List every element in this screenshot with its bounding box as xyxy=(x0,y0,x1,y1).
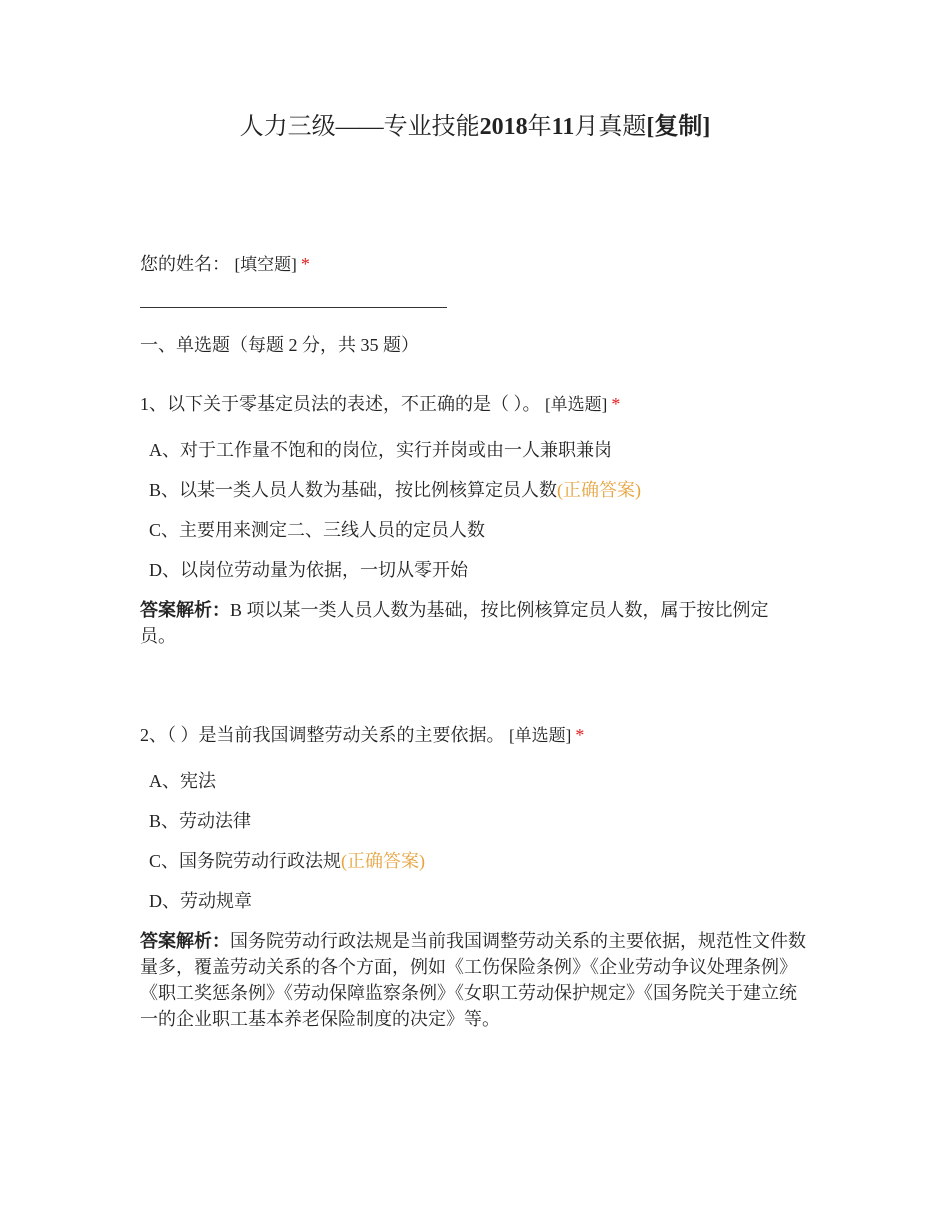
name-question xyxy=(140,251,810,278)
option-letter: C、 xyxy=(149,851,180,871)
correct-answer-tag: (正确答案) xyxy=(557,480,642,500)
title-part3: 月真题 xyxy=(574,114,647,140)
option-letter: C、 xyxy=(149,520,180,540)
question-2-title xyxy=(140,722,810,749)
correct-answer-tag: (正确答案) xyxy=(341,851,426,871)
question-number: 2、 xyxy=(140,725,167,745)
option-letter: D、 xyxy=(149,891,180,911)
option-text: 国务院劳动行政法规 xyxy=(179,851,342,871)
question-1-option-b[interactable] xyxy=(149,477,809,503)
question-1-option-a[interactable] xyxy=(149,437,809,463)
option-letter: A、 xyxy=(149,771,180,791)
analysis-text: 国务院劳动行政法规是当前我国调整劳动关系的主要依据，规范性文件数量多，覆盖劳动关系的各个方面，例如《工伤保险条例》《企业劳动争议处理条例》《职工奖惩条例》《劳动保障监察条例》《女职工劳动保护规定》《国务院关于建立统一的企业职工基本养老保险制度的决定》等。 xyxy=(140,931,806,1029)
required-mark: * xyxy=(575,725,585,745)
question-1-option-d[interactable] xyxy=(149,557,809,583)
page-title xyxy=(0,112,950,142)
option-text: 宪法 xyxy=(180,771,216,791)
title-part1: 人力三级——专业技能 xyxy=(239,114,480,140)
question-type: [单选题] xyxy=(545,395,608,414)
question-1-option-c[interactable] xyxy=(149,517,809,543)
question-text: （ ）是当前我国调整劳动关系的主要依据。 xyxy=(167,725,505,745)
option-text: 以某一类人员人数为基础，按比例核算定员人数 xyxy=(179,480,558,500)
question-2-option-d[interactable] xyxy=(149,888,809,914)
section-heading: 一、单选题（每题 2 分，共 35 题） xyxy=(140,335,419,355)
question-2-option-c[interactable] xyxy=(149,848,809,874)
question-2-option-b[interactable] xyxy=(149,808,809,834)
option-letter: A、 xyxy=(149,440,180,460)
option-letter: B、 xyxy=(149,480,180,500)
title-part2: 年 xyxy=(527,114,552,140)
analysis-text: B 项以某一类人员人数为基础，按比例核算定员人数，属于按比例定员。 xyxy=(140,600,769,646)
question-2-analysis xyxy=(140,928,812,1032)
required-mark: * xyxy=(300,254,310,274)
option-text: 以岗位劳动量为依据，一切从零开始 xyxy=(180,560,468,580)
option-text: 劳动法律 xyxy=(179,811,252,831)
name-label: 您的姓名： xyxy=(140,254,230,274)
name-input-line[interactable] xyxy=(140,307,447,308)
name-question-type: [填空题] xyxy=(234,255,297,274)
question-number: 1、 xyxy=(140,394,167,414)
title-year: 2018 xyxy=(479,114,528,140)
question-2-option-a[interactable] xyxy=(149,768,809,794)
question-1-analysis xyxy=(140,597,800,649)
option-text: 对于工作量不饱和的岗位，实行并岗或由一人兼职兼岗 xyxy=(180,440,612,460)
question-1-title xyxy=(140,391,810,418)
option-text: 主要用来测定二、三线人员的定员人数 xyxy=(179,520,486,540)
option-letter: B、 xyxy=(149,811,180,831)
option-text: 劳动规章 xyxy=(180,891,252,911)
option-letter: D、 xyxy=(149,560,180,580)
analysis-label: 答案解析： xyxy=(140,600,230,620)
question-text: 以下关于零基定员法的表述，不正确的是（ ）。 xyxy=(167,394,541,414)
title-suffix: [复制] xyxy=(646,114,711,140)
required-mark: * xyxy=(611,394,621,414)
question-type: [单选题] xyxy=(509,726,572,745)
analysis-label: 答案解析： xyxy=(140,931,230,951)
title-month: 11 xyxy=(551,114,575,140)
